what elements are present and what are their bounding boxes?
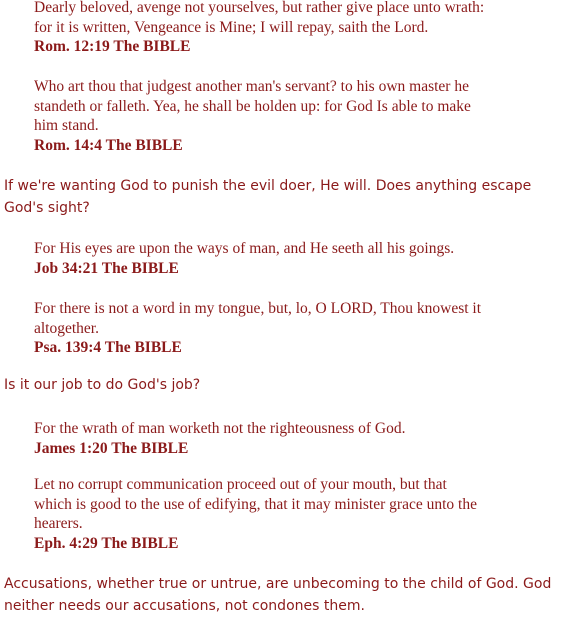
closing-paragraph	[4, 573, 576, 617]
quote-line: him stand.	[34, 117, 99, 134]
quote-line: hearers.	[34, 515, 83, 532]
scripture-reference: Rom. 14:4 The BIBLE	[34, 136, 183, 154]
quote-line: which is good to the use of edifying, that it may minister grace unto the	[34, 495, 477, 513]
quote-line: For His eyes are upon the ways of man, and He seeth all his goings.	[34, 240, 455, 257]
scripture-quote-eph-4-29	[34, 475, 574, 553]
scripture-quote-job-34-21	[34, 239, 574, 278]
prose-line: God's sight?	[4, 200, 90, 216]
commentary-paragraph	[4, 175, 576, 219]
scripture-reference: Rom. 12:19 The BIBLE	[34, 38, 191, 55]
quote-line: for it is written, Vengeance is Mine; I will repay, saith the Lord.	[34, 18, 429, 36]
scripture-reference: Psa. 139:4 The BIBLE	[34, 339, 182, 356]
quote-line: altogether.	[34, 319, 99, 337]
scripture-quote-james-1-20	[34, 419, 574, 458]
quote-line: For there is not a word in my tongue, but, lo, O LORD, Thou knowest it	[34, 300, 482, 317]
commentary-question	[4, 374, 576, 396]
prose-line: If we're wanting God to punish the evil doer, He will. Does anything escape	[4, 178, 532, 194]
scripture-reference: Job 34:21 The BIBLE	[34, 259, 179, 277]
quote-line: standeth or falleth. Yea, he shall be holden up: for God Is able to make	[34, 97, 471, 115]
quote-line: For the wrath of man worketh not the righteousness of God.	[34, 420, 406, 437]
quote-line: Let no corrupt communication proceed out of your mouth, but that	[34, 476, 447, 493]
quote-line: Who art thou that judgest another man's servant? to his own master he	[34, 78, 469, 95]
quote-line: Dearly beloved, avenge not yourselves, but rather give place unto wrath:	[34, 0, 485, 16]
scripture-quote-psa-139-4	[34, 299, 574, 358]
scripture-reference: Eph. 4:29 The BIBLE	[34, 534, 179, 552]
prose-line: Is it our job to do God's job?	[4, 377, 201, 393]
scripture-reference: James 1:20 The BIBLE	[34, 439, 189, 457]
scripture-quote-rom-14-4	[34, 77, 574, 155]
scripture-quote-rom-12-19	[34, 0, 574, 57]
prose-line: neither needs our accusations, not condones them.	[4, 598, 365, 614]
prose-line: Accusations, whether true or untrue, are unbecoming to the child of God. God	[4, 576, 552, 592]
